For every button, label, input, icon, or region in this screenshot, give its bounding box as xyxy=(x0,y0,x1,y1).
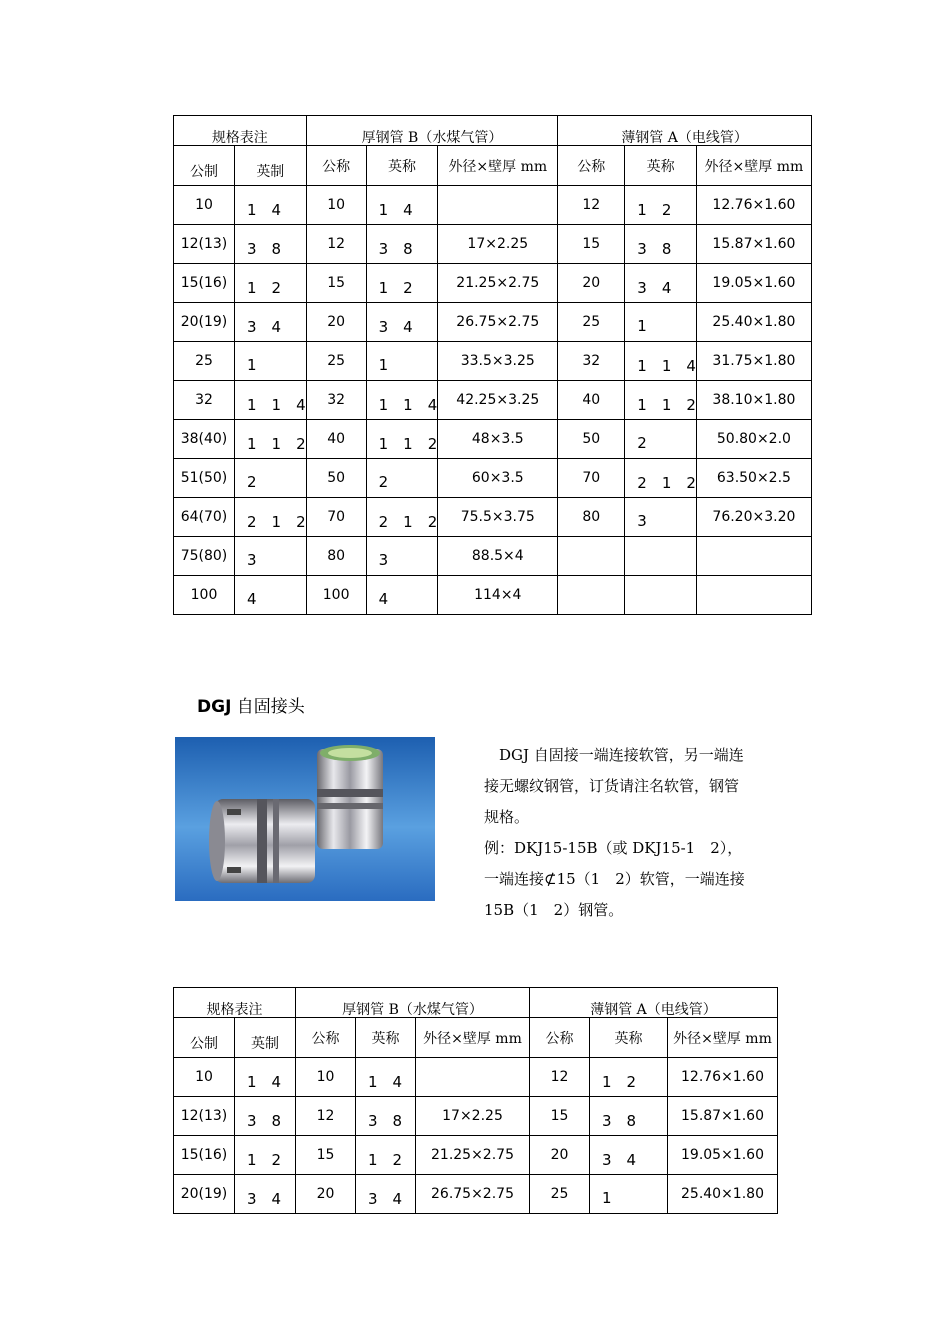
table-cell: 1 4 xyxy=(366,186,438,225)
table-cell: 3 xyxy=(235,537,307,576)
spec-table-1 xyxy=(173,115,812,615)
table-cell: 60×3.5 xyxy=(438,459,558,498)
table-row xyxy=(174,303,812,342)
table-cell: 2 xyxy=(235,459,307,498)
table-group-header-row xyxy=(174,116,812,146)
table-cell: 38.10×1.80 xyxy=(696,381,811,420)
table-column-header: 外径×壁厚 mm xyxy=(668,1018,778,1058)
table-cell: 3 8 xyxy=(590,1097,668,1136)
table-row xyxy=(174,381,812,420)
table-row xyxy=(174,459,812,498)
table-column-header: 英称 xyxy=(356,1018,416,1058)
table-cell: 17×2.25 xyxy=(438,225,558,264)
table-cell: 48×3.5 xyxy=(438,420,558,459)
table-cell: 1 xyxy=(235,342,307,381)
table-cell: 19.05×1.60 xyxy=(696,264,811,303)
desc-line: 例：DKJ15-15B（或 DKJ15-1 2）， xyxy=(484,839,743,857)
table-cell: 32 xyxy=(174,381,235,420)
table-cell xyxy=(438,186,558,225)
table-cell: 50 xyxy=(306,459,366,498)
table-group-header: 厚钢管 B（水煤气管） xyxy=(296,988,530,1018)
table-cell: 75.5×3.75 xyxy=(438,498,558,537)
table-cell: 50 xyxy=(558,420,625,459)
table-cell: 51(50) xyxy=(174,459,235,498)
table-cell: 3 8 xyxy=(625,225,697,264)
table-cell: 3 8 xyxy=(235,1097,296,1136)
table-cell: 3 8 xyxy=(366,225,438,264)
table-cell: 80 xyxy=(558,498,625,537)
table-cell: 20 xyxy=(558,264,625,303)
table-cell xyxy=(625,576,697,615)
table-column-header: 外径×壁厚 mm xyxy=(416,1018,530,1058)
table-group-header: 规格表注 xyxy=(174,988,296,1018)
table-row xyxy=(174,342,812,381)
desc-line: 一端连接⊄15（1 2）软管，一端连接 xyxy=(484,870,745,888)
table-cell: 80 xyxy=(306,537,366,576)
table-cell: 1 1 2 xyxy=(235,420,307,459)
table-cell: 1 2 xyxy=(625,186,697,225)
table-cell: 63.50×2.5 xyxy=(696,459,811,498)
table-cell: 21.25×2.75 xyxy=(438,264,558,303)
section-title-text: 自固接头 xyxy=(231,697,305,717)
table-cell: 76.20×3.20 xyxy=(696,498,811,537)
table-column-header: 公称 xyxy=(296,1018,356,1058)
table-cell: 1 2 xyxy=(590,1058,668,1097)
table-cell: 2 xyxy=(625,420,697,459)
table-cell: 70 xyxy=(306,498,366,537)
table-group-header: 薄钢管 A（电线管） xyxy=(530,988,778,1018)
table-cell: 75(80) xyxy=(174,537,235,576)
table-group-header-row xyxy=(174,988,778,1018)
table-cell: 1 1 2 xyxy=(366,420,438,459)
desc-line: 接无螺纹钢管，订货请注名软管，钢管 xyxy=(484,777,740,795)
table-group-header: 规格表注 xyxy=(174,116,307,146)
table-cell: 25 xyxy=(530,1175,590,1214)
table-cell: 3 8 xyxy=(235,225,307,264)
table-cell: 3 xyxy=(366,537,438,576)
table-cell: 1 2 xyxy=(235,1136,296,1175)
table-column-header: 英称 xyxy=(625,146,697,186)
table-cell: 3 4 xyxy=(366,303,438,342)
table-cell xyxy=(696,576,811,615)
table-cell: 20 xyxy=(296,1175,356,1214)
table-column-header: 英制 xyxy=(235,1018,296,1058)
table-row xyxy=(174,576,812,615)
table-cell: 1 4 xyxy=(356,1058,416,1097)
table-column-header: 外径×壁厚 mm xyxy=(696,146,811,186)
table-cell: 15 xyxy=(530,1097,590,1136)
table-cell xyxy=(625,537,697,576)
product-photo xyxy=(175,737,435,901)
table-row xyxy=(174,537,812,576)
table-cell: 32 xyxy=(306,381,366,420)
table-cell: 2 1 2 xyxy=(625,459,697,498)
table-cell: 3 8 xyxy=(356,1097,416,1136)
table-group-header: 薄钢管 A（电线管） xyxy=(558,116,812,146)
table-cell: 32 xyxy=(558,342,625,381)
table-cell: 17×2.25 xyxy=(416,1097,530,1136)
section-title-code: DGJ xyxy=(197,697,232,717)
table-cell: 4 xyxy=(366,576,438,615)
table-cell: 4 xyxy=(235,576,307,615)
table-row xyxy=(174,1136,778,1175)
table-cell: 20 xyxy=(306,303,366,342)
table-cell: 12.76×1.60 xyxy=(696,186,811,225)
table-cell: 33.5×3.25 xyxy=(438,342,558,381)
table-cell: 10 xyxy=(306,186,366,225)
table-cell: 2 1 2 xyxy=(235,498,307,537)
table-cell: 3 4 xyxy=(235,303,307,342)
table-cell xyxy=(558,576,625,615)
table-sub-header-row xyxy=(174,146,812,186)
table-cell: 64(70) xyxy=(174,498,235,537)
section-title xyxy=(197,692,305,717)
desc-line: 15B（1 2）钢管。 xyxy=(484,901,624,919)
table-column-header: 英称 xyxy=(366,146,438,186)
table-cell: 20(19) xyxy=(174,1175,235,1214)
table-cell: 70 xyxy=(558,459,625,498)
table-column-header: 公称 xyxy=(530,1018,590,1058)
table-column-header: 公制 xyxy=(174,146,235,186)
table-cell: 25 xyxy=(558,303,625,342)
table-cell: 1 1 4 xyxy=(366,381,438,420)
table-cell: 114×4 xyxy=(438,576,558,615)
spec-table-2-body xyxy=(174,988,778,1214)
table-cell: 12 xyxy=(530,1058,590,1097)
desc-line: DGJ 自固接一端连接软管，另一端连 xyxy=(484,746,744,764)
table-cell: 50.80×2.0 xyxy=(696,420,811,459)
table-cell: 12(13) xyxy=(174,225,235,264)
table-cell: 15 xyxy=(558,225,625,264)
table-cell: 25.40×1.80 xyxy=(668,1175,778,1214)
table-cell: 3 4 xyxy=(625,264,697,303)
desc-line: 规格。 xyxy=(484,808,530,826)
table-cell: 1 4 xyxy=(235,186,307,225)
table-cell: 10 xyxy=(174,186,235,225)
table-cell: 12 xyxy=(296,1097,356,1136)
table-cell: 3 4 xyxy=(356,1175,416,1214)
table-cell: 1 xyxy=(366,342,438,381)
table-cell: 1 1 2 xyxy=(625,381,697,420)
table-row xyxy=(174,1175,778,1214)
table-cell: 15.87×1.60 xyxy=(696,225,811,264)
table-cell: 10 xyxy=(296,1058,356,1097)
table-column-header: 英称 xyxy=(590,1018,668,1058)
table-column-header: 英制 xyxy=(235,146,307,186)
table-cell: 20(19) xyxy=(174,303,235,342)
table-cell: 15(16) xyxy=(174,1136,235,1175)
table-cell: 31.75×1.80 xyxy=(696,342,811,381)
table-cell: 1 2 xyxy=(356,1136,416,1175)
fitting-illustration xyxy=(175,737,435,901)
table-cell: 15(16) xyxy=(174,264,235,303)
table-cell: 2 1 2 xyxy=(366,498,438,537)
table-group-header: 厚钢管 B（水煤气管） xyxy=(306,116,558,146)
table-cell: 1 4 xyxy=(235,1058,296,1097)
spec-table-2 xyxy=(173,987,778,1214)
table-cell: 40 xyxy=(306,420,366,459)
table-cell: 12 xyxy=(558,186,625,225)
table-cell: 100 xyxy=(306,576,366,615)
table-cell: 100 xyxy=(174,576,235,615)
table-cell: 42.25×3.25 xyxy=(438,381,558,420)
spec-table-1-body xyxy=(174,116,812,615)
table-cell: 12(13) xyxy=(174,1097,235,1136)
table-cell: 3 4 xyxy=(590,1136,668,1175)
table-cell: 15.87×1.60 xyxy=(668,1097,778,1136)
table-column-header: 公制 xyxy=(174,1018,235,1058)
table-cell: 21.25×2.75 xyxy=(416,1136,530,1175)
table-cell xyxy=(416,1058,530,1097)
table-row xyxy=(174,225,812,264)
table-cell: 15 xyxy=(306,264,366,303)
table-column-header: 外径×壁厚 mm xyxy=(438,146,558,186)
table-row xyxy=(174,420,812,459)
table-cell: 2 xyxy=(366,459,438,498)
table-cell: 40 xyxy=(558,381,625,420)
table-cell xyxy=(558,537,625,576)
table-cell xyxy=(696,537,811,576)
table-cell: 1 2 xyxy=(366,264,438,303)
table-cell: 3 4 xyxy=(235,1175,296,1214)
table-cell: 10 xyxy=(174,1058,235,1097)
table-cell: 15 xyxy=(296,1136,356,1175)
table-cell: 1 xyxy=(590,1175,668,1214)
table-cell: 1 2 xyxy=(235,264,307,303)
table-row xyxy=(174,1058,778,1097)
table-cell: 1 xyxy=(625,303,697,342)
table-row xyxy=(174,264,812,303)
table-column-header: 公称 xyxy=(558,146,625,186)
table-cell: 20 xyxy=(530,1136,590,1175)
table-cell: 12 xyxy=(306,225,366,264)
table-column-header: 公称 xyxy=(306,146,366,186)
table-cell: 88.5×4 xyxy=(438,537,558,576)
table-sub-header-row xyxy=(174,1018,778,1058)
table-cell: 38(40) xyxy=(174,420,235,459)
table-row xyxy=(174,498,812,537)
table-cell: 3 xyxy=(625,498,697,537)
table-cell: 25.40×1.80 xyxy=(696,303,811,342)
table-row xyxy=(174,186,812,225)
table-cell: 26.75×2.75 xyxy=(438,303,558,342)
table-cell: 25 xyxy=(174,342,235,381)
table-cell: 25 xyxy=(306,342,366,381)
table-row xyxy=(174,1097,778,1136)
table-cell: 1 1 4 xyxy=(235,381,307,420)
table-cell: 19.05×1.60 xyxy=(668,1136,778,1175)
table-cell: 26.75×2.75 xyxy=(416,1175,530,1214)
table-cell: 12.76×1.60 xyxy=(668,1058,778,1097)
product-description xyxy=(484,740,784,926)
table-cell: 1 1 4 xyxy=(625,342,697,381)
